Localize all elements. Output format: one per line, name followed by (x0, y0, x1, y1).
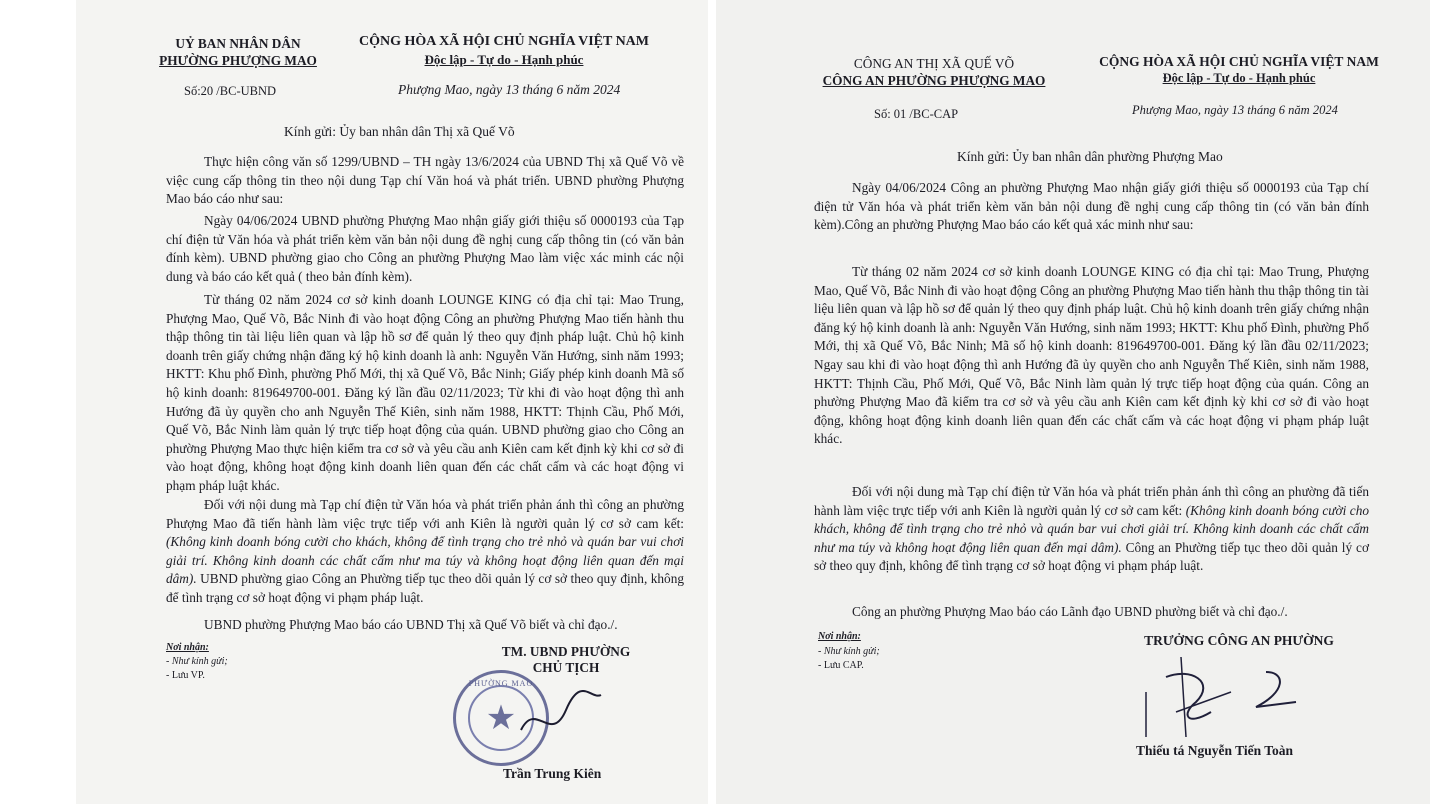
right-p3-start: Đối với nội dung mà Tạp chí điện tử Văn hóa và phát triển phản ánh thì công an phường đã tiến hành làm việc trực tiếp với anh Kiên là người quản lý cơ sở cam kết: (814, 484, 1369, 518)
right-p3-end: Công an Phường tiếp tục theo dõi quản lý cơ sở theo quy định, không để tình trạng cơ sở hoạt động vi phạm pháp luật. (814, 539, 1369, 574)
right-nation-title: CỘNG HÒA XÃ HỘI CHỦ NGHĨA VIỆT NAM (1099, 54, 1379, 69)
right-recipient-1: - Như kính gửi; (818, 646, 880, 657)
right-motto: Độc lập - Tự do - Hạnh phúc (1162, 71, 1316, 85)
left-p4-end: UBND phường giao Công an Phường tiếp tục theo dõi quản lý cơ sở theo quy định, không để tình trạng cơ sở hoạt động vi phạm pháp luật. (166, 571, 684, 605)
left-signer: Trần Trung Kiên (503, 766, 602, 781)
right-paragraph-2: Từ tháng 02 năm 2024 cơ sở kinh doanh LOUNGE KING có địa chỉ tại: Mao Trung, Phượng Mao, Quế Võ, Bắc Ninh đi vào hoạt động Công an phường Phượng Mao tiến hành thu thập thông tin tài liệu liên quan và lập hồ sơ để quản lý theo quy định pháp luật. Chủ hộ kinh doanh trên giấy chứng nhận đăng ký hộ kinh doanh là anh: Nguyễn Văn Hướng, sinh năm 1993; HKTT: Khu phố Đình, phường Phố Mới, thị xã Quế Võ, Bắc Ninh; Mã số hộ kinh doanh: 819649700-001. Đăng ký lần đầu 02/11/2023; Ngay sau khi đi vào hoạt động thì anh Hướng đã ủy quyền cho anh Nguyễn Thế Kiên, sinh năm 1988, HKTT: Thịnh Cầu, Phố Mới, Quế Võ, Bắc Ninh làm quản lý trực tiếp hoạt động của quán. Công an phường Phượng Mao đã kiểm tra cơ sở và yêu cầu anh Kiên cam kết định kỳ khi cơ sở đi vào hoạt động, không hoạt động kinh doanh liên quan đến các chất cấm và các hoạt động vi phạm pháp luật khác. (814, 264, 1369, 447)
left-sign-title2: CHỦ TỊCH (532, 660, 600, 675)
left-agency-line1: UỶ BAN NHÂN DÂN (175, 36, 301, 51)
right-agency-line2: CÔNG AN PHƯỜNG PHƯỢNG MAO (822, 73, 1046, 88)
left-signature-icon (516, 690, 606, 750)
left-recipient-1: - Như kính gửi; (166, 656, 228, 667)
left-doc-number: Số:20 /BC-UBND (184, 84, 277, 98)
left-paragraph-3: Từ tháng 02 năm 2024 cơ sở kinh doanh LOUNGE KING có địa chỉ tại: Mao Trung, Phượng Mao, Quế Võ, Bắc Ninh đi vào hoạt động Công an phường Phượng Mao tiến hành thu thập thông tin tài liệu liên quan và lập hồ sơ để quản lý theo quy định pháp luật. Chủ hộ kinh doanh trên giấy chứng nhận đăng ký hộ kinh doanh là anh: Nguyễn Văn Hướng, sinh năm 1993; HKTT: Khu phố Đình, phường Phố Mới, thị xã Quế Võ, Bắc Ninh; Giấy phép kinh doanh Mã số hộ kinh doanh: 819649700-001. Đăng ký lần đầu 02/11/2023; Từ khi đi vào hoạt động thì anh Hướng đã ủy quyền cho anh Nguyễn Thế Kiên, sinh năm 1988, HKTT: Thịnh Cầu, Phố Mới, Quế Võ, Bắc Ninh làm quản lý trực tiếp hoạt động của quán. UBND phường giao cho Công an phường Phượng Mao thực hiện kiểm tra cơ sở và yêu cầu anh Kiên cam kết định kỳ khi cơ sở đi vào hoạt động, không hoạt động kinh doanh liên quan đến các chất cấm và các hoạt động vi phạm pháp luật khác. (166, 292, 684, 493)
left-document (76, 0, 708, 804)
right-recipients-label: Nơi nhận: (818, 631, 861, 642)
left-nation-title: CỘNG HÒA XÃ HỘI CHỦ NGHĨA VIỆT NAM (358, 34, 649, 49)
left-paragraph-1: Thực hiện công văn số 1299/UBND – TH ngày 13/6/2024 của UBND Thị xã Quế Võ về việc cung cấp thông tin theo nội dung Tạp chí Văn hoá và phát triển. UBND phường Phượng Mao báo cáo như sau: (166, 154, 684, 207)
right-signature-icon (1136, 652, 1336, 742)
right-doc-number: Số: 01 /BC-CAP (874, 107, 959, 121)
left-paragraph-2: Ngày 04/06/2024 UBND phường Phượng Mao nhận giấy giới thiệu số 0000193 của Tạp chí điện tử Văn hóa và phát triển kèm văn bản nội dung đề nghị cung cấp thông tin (có văn bản đính kèm). UBND phường giao cho Công an phường Phượng Mao làm việc xác minh các nội dung và báo cáo kết quả ( theo bản đính kèm). (166, 213, 684, 284)
right-recipient-2: - Lưu CAP. (818, 660, 864, 671)
right-recipient: Kính gửi: Ủy ban nhân dân phường Phượng Mao (957, 149, 1223, 164)
left-agency-line2: PHƯỜNG PHƯỢNG MAO (159, 53, 317, 68)
left-p4-italic: (Không kinh doanh bóng cười cho khách, không để tình trạng cho trẻ nhỏ và quán bar vui chơi giải trí. Không kinh doanh các chất cấm như ma túy và không hoạt động liên quan đến mại dâm). (166, 534, 684, 587)
seal-emblem-icon: ★ (485, 700, 517, 737)
left-recipient: Kính gửi: Ủy ban nhân dân Thị xã Quế Võ (284, 124, 515, 139)
left-paragraph-5: UBND phường Phượng Mao báo cáo UBND Thị xã Quế Võ biết và chỉ đạo./. (204, 617, 618, 632)
right-agency-line1: CÔNG AN THỊ XÃ QUẾ VÕ (853, 56, 1015, 71)
right-paragraph-4: Công an phường Phượng Mao báo cáo Lãnh đạo UBND phường biết và chỉ đạo./. (852, 604, 1288, 619)
left-sign-title1: TM. UBND PHƯỜNG (501, 644, 631, 659)
left-place-date: Phượng Mao, ngày 13 tháng 6 năm 2024 (398, 82, 621, 97)
right-signer: Thiếu tá Nguyễn Tiến Toàn (1136, 743, 1294, 758)
right-p3-italic: (Không kinh doanh bóng cười cho khách, không để tình trạng cho trẻ nhỏ và quán bar vui chơi giải trí. Không kinh doanh các chất cấm như ma túy và không hoạt động liên quan đến mại dâm). (814, 502, 1370, 555)
left-paragraph-4 (166, 496, 684, 608)
left-p4-start: Đối với nội dung mà Tạp chí điện tử Văn hóa và phát triển phản ánh thì công an phường Phượng Mao đã tiến hành làm việc trực tiếp với anh Kiên là người quản lý cơ sở cam kết: (166, 497, 684, 531)
left-recipient-2: - Lưu VP. (166, 670, 205, 681)
right-paragraph-1: Ngày 04/06/2024 Công an phường Phượng Mao nhận giấy giới thiệu số 0000193 của Tạp chí điện tử Văn hóa và phát triển kèm văn bản nội dung đề nghị cung cấp thông tin (có văn bản đính kèm).Công an phường Phượng Mao báo cáo kết quả xác minh như sau: (814, 180, 1369, 233)
right-document (716, 0, 1430, 804)
left-motto: Độc lập - Tự do - Hạnh phúc (424, 52, 584, 67)
left-seal-text: PHƯỜNG MAO (468, 679, 534, 688)
left-recipients-label: Nơi nhận: (166, 642, 209, 653)
right-place-date: Phượng Mao, ngày 13 tháng 6 năm 2024 (1132, 103, 1338, 117)
right-paragraph-3 (814, 483, 1369, 576)
right-sign-title: TRƯỞNG CÔNG AN PHƯỜNG (1144, 633, 1334, 648)
